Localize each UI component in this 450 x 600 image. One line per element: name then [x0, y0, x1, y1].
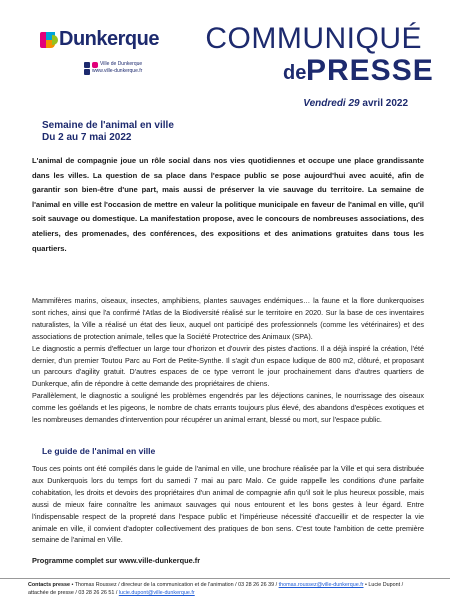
- footer-contact-1: • Thomas Roussez / directeur de la communication et de l'animation / 03 28 26 26 39 /: [69, 582, 279, 588]
- guide-paragraph: Tous ces points ont été compilés dans le guide de l'animal en ville, une brochure réalisée par la Ville et qui sera distribuée aux Dunkerquois lors du temps fort du samedi 7 mai au parc Malo. Ce guide rappelle les conditions d'une parfaite cohabitation, les droits et devoirs des propriétaires d'un animal de compagnie afin qu'il soit le plus heureux possible, mais aussi de mieux faire connaître les animaux sauvages qui nous entourent et les bons gestes à leur égard. Entre l'indispensable respect de la propreté dans l'espace public et l'impérieuse nécessité d'accueillir et de respecter la vie animale en ville, il convient d'adopter collectivement des pratiques de bon sens. C'est toute l'ambition de cette première semaine de l'animal en Ville.: [32, 464, 424, 545]
- dunkerque-logo: [40, 28, 159, 51]
- footer-email-2[interactable]: lucie.dupont@ville-dunkerque.fr: [118, 590, 195, 596]
- footer-label: Contacts presse: [28, 582, 70, 588]
- instagram-icon: [92, 62, 98, 68]
- facebook-icon: [84, 62, 90, 68]
- social-web[interactable]: [84, 68, 142, 75]
- programme-link[interactable]: Programme complet sur www.ville-dunkerque.fr: [32, 556, 201, 565]
- body-section-1: [32, 295, 424, 426]
- globe-icon: [84, 69, 90, 75]
- event-dates: Du 2 au 7 mai 2022: [42, 132, 132, 143]
- title-presse: PRESSE: [306, 54, 434, 87]
- section-title-guide: Le guide de l'animal en ville: [42, 446, 156, 456]
- intro-paragraph: L'animal de compagnie joue un rôle social dans nos vies quotidiennes et occupe une place grandissante dans les villes. La question de sa place dans l'espace public se pose aujourd'hui avec acuité, afin de garantir son bien-être d'une part, mais aussi de préserver la vie sauvage du territoire. La semaine de l'animal en ville est l'occasion de mettre en valeur la politique municipale en faveur de l'animal en ville, qu'il soit sauvage ou domestique. La manifestation propose, avec le concours de nombreuses associations, des ateliers, des promenades, des conférences, des expositions et des animations gratuites dans tous les quartiers.: [32, 156, 424, 253]
- footer-contact-2: • Lucie Dupont / attachée de presse / 03 28 26 26 51 /: [28, 582, 404, 596]
- body1-paragraph-2: Le diagnostic a permis d'effectuer un large tour d'horizon et d'ouvrir des pistes d'actions. Il a déjà inspiré la création, l'été dernier, d'un premier Toutou Parc au Fort de Petite-Synthe. Il s'agit d'un espace ludique de 800 m2, clôturé, et proposant un parcours d'agility gratuit. D'autres espaces de ce type verront le jour prochainement dans d'autres quartiers de Dunkerque, afin de répondre à cette demande des propriétaires de chiens.: [32, 343, 424, 389]
- body1-paragraph-1: Mammifères marins, oiseaux, insectes, amphibiens, plantes sauvages endémiques… la faune et la flore dunkerquoises sont riches, ainsi que l'a confirmé l'Atlas de la Biodiversité réalisé sur le territoire en 2020. Sur la base de ces inventaires naturalistes, la Ville a réalisé un état des lieux, auquel ont participé des professionnels (comme les vétérinaires) et des associations de protection animale, telles que la Société Protectrice des Animaux (SPA).: [32, 296, 424, 341]
- social-links: [84, 61, 142, 75]
- social-facebook-label: Ville de Dunkerque: [100, 61, 143, 67]
- body1-paragraph-3: Parallèlement, le diagnostic a souligné les problèmes engendrés par les déjections canines, le nourrissage des oiseaux comme les goélands et les pigeons, le nombre de chats errants toujours plus élevé, des abandons d'espèces exotiques et les nombreuses demandes d'intervention pour récupérer un animal errant, blessé ou mort, sur l'espace public.: [32, 391, 424, 425]
- press-date-day: Vendredi 29: [303, 98, 360, 109]
- footer-email-1[interactable]: thomas.roussez@ville-dunkerque.fr: [278, 582, 364, 588]
- press-date-rest: avril 2022: [359, 98, 408, 109]
- press-date: [303, 98, 408, 109]
- event-title: Semaine de l'animal en ville: [42, 120, 174, 131]
- logo-text: Dunkerque: [59, 28, 159, 50]
- press-contacts-footer: [0, 578, 450, 597]
- dunkerque-logo-mark-icon: [40, 32, 58, 48]
- social-facebook[interactable]: [84, 61, 142, 68]
- social-web-label: www.ville-dunkerque.fr: [92, 68, 143, 74]
- header: [0, 0, 450, 100]
- title-communique: COMMUNIQUÉ: [205, 22, 422, 55]
- event-heading: [42, 120, 174, 144]
- title-de: de: [283, 62, 307, 84]
